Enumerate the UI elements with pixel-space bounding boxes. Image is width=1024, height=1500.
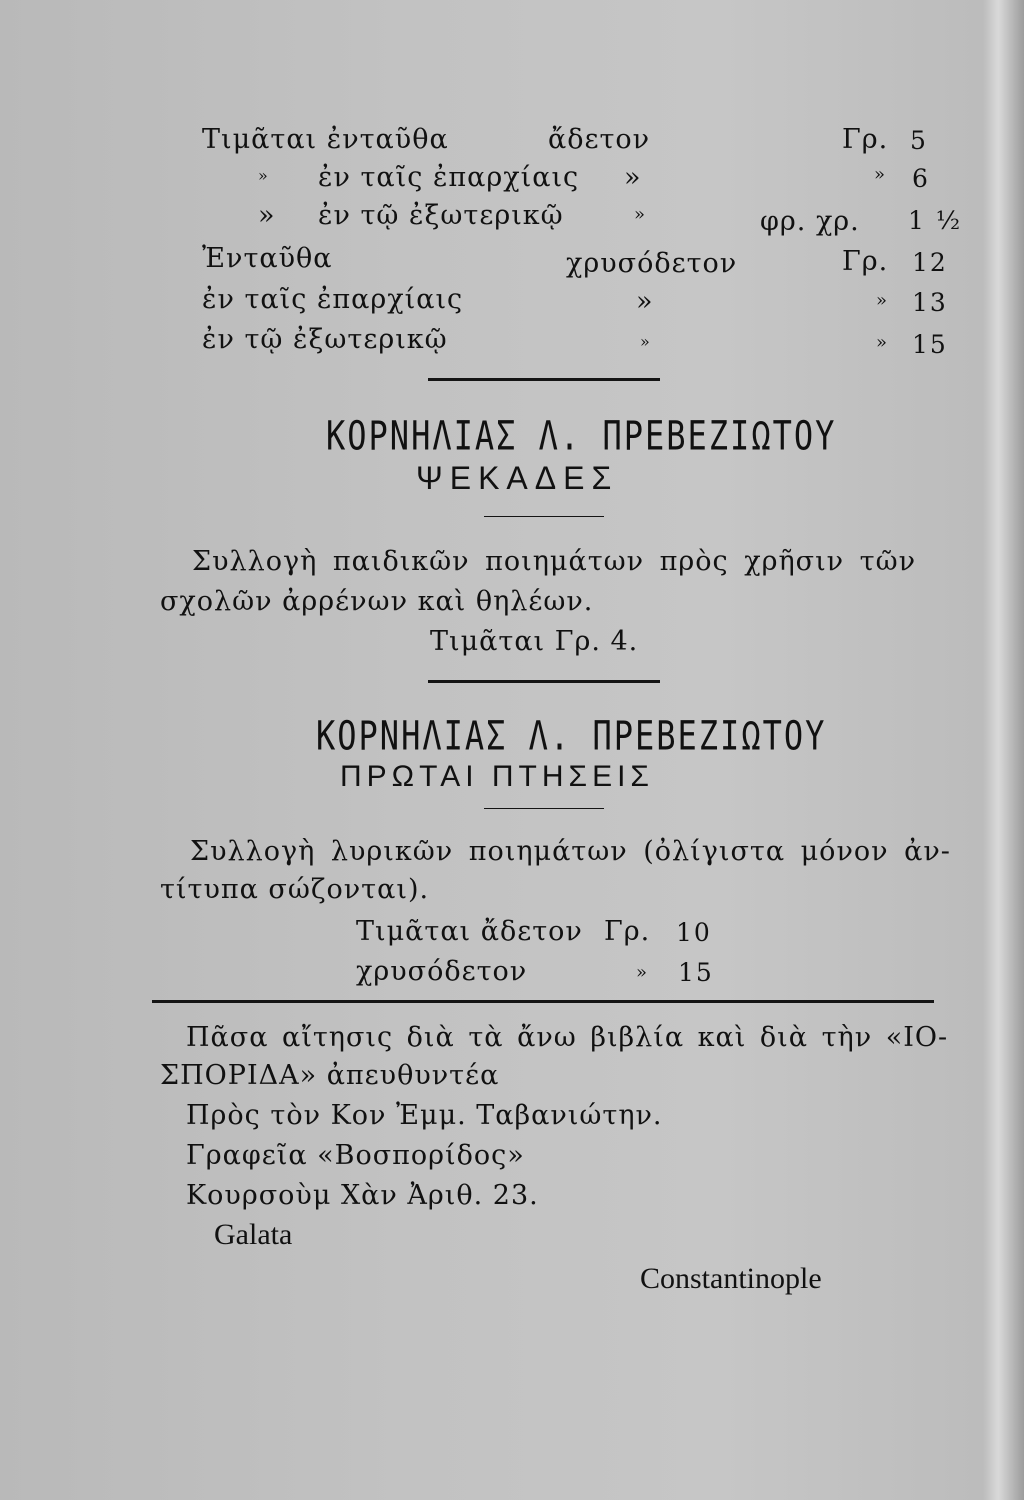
price-row-3-label: ἐν τῷ ἐξωτερικῷ	[318, 200, 564, 231]
footer-line-1: Πᾶσα αἴτησις διὰ τὰ ἄνω βιβλία καὶ διὰ τὴν «ΙΟ-	[186, 1022, 949, 1053]
book1-description-line1: Συλλογὴ παιδικῶν ποιημάτων πρὸς χρῆσιν τῶν	[192, 546, 917, 577]
price-row-5-amount: 13	[912, 288, 948, 317]
price-row-2-binding: »	[624, 162, 642, 193]
price-row-1-amount: 5	[910, 126, 928, 155]
price-row-3-ditto: »	[258, 200, 276, 231]
footer-rule	[152, 1000, 934, 1003]
footer-line-4: Γραφεῖα «Βοσπορίδος»	[186, 1140, 525, 1171]
price-row-6-amount: 15	[912, 330, 948, 359]
book2-description-line2: τίτυπα σώζονται).	[160, 874, 430, 905]
footer-line-5: Κουρσοὺμ Χὰν Ἀριθ. 23.	[186, 1180, 539, 1211]
footer-line-3: Πρὸς τὸν Κον Ἐμμ. Ταβανιώτην.	[186, 1100, 663, 1131]
book2-price-unbound-amount: 10	[676, 918, 712, 947]
price-row-4-label: Ἐνταῦθα	[202, 243, 333, 274]
section-divider	[428, 680, 660, 683]
book1-title: ΨΕΚΑΔΕΣ	[416, 460, 619, 496]
price-row-1-label: Τιμᾶται ἐνταῦθα	[202, 124, 449, 155]
book2-price-unbound-label: Τιμᾶται ἄδετον	[356, 916, 583, 947]
price-row-3-amount: 1 ½	[908, 206, 963, 235]
book1-price: Τιμᾶται Γρ. 4.	[430, 626, 639, 657]
price-row-2-amount: 6	[912, 164, 930, 193]
footer-galata: Galata	[214, 1218, 293, 1251]
price-row-6-label: ἐν τῷ ἐξωτερικῷ	[202, 324, 448, 355]
price-row-3-currency: φρ. χρ.	[760, 206, 860, 237]
book2-description-line1: Συλλογὴ λυρικῶν ποιημάτων (ὀλίγιστα μόνον ἀν-	[190, 836, 951, 867]
price-row-2-currency: »	[874, 164, 887, 185]
book1-author: ΚΟΡΝΗΛΙΑΣ Λ. ΠΡΕΒΕΖΙΩΤΟΥ	[326, 412, 837, 460]
price-row-1-binding: ἄδετον	[548, 124, 651, 155]
price-row-2-label: ἐν ταῖς ἐπαρχίαις	[318, 162, 580, 193]
price-row-6-currency: »	[876, 332, 889, 353]
book2-divider	[484, 808, 604, 809]
price-row-1-currency: Γρ.	[842, 124, 889, 155]
section-divider	[428, 378, 660, 381]
book2-price-bound-currency: »	[636, 962, 649, 983]
footer-line-2: ΣΠΟΡΙΔΑ» ἀπευθυντέα	[160, 1060, 500, 1091]
price-row-4-binding: χρυσόδετον	[566, 248, 738, 279]
footer-constantinople: Constantinople	[640, 1262, 822, 1295]
book1-description-line2: σχολῶν ἀρρένων καὶ θηλέων.	[160, 586, 594, 617]
price-row-6-binding: »	[640, 332, 651, 351]
book2-title: ΠΡΩΤΑΙ ΠΤΗΣΕΙΣ	[340, 760, 654, 793]
price-row-5-label: ἐν ταῖς ἐπαρχίαις	[202, 284, 464, 315]
price-row-2-ditto: »	[258, 166, 269, 185]
book2-price-unbound-currency: Γρ.	[604, 916, 651, 947]
price-row-5-binding: »	[636, 286, 654, 317]
price-row-4-currency: Γρ.	[842, 246, 889, 277]
price-row-3-binding: »	[634, 204, 647, 225]
book1-divider	[484, 516, 604, 517]
book2-price-bound-amount: 15	[678, 958, 714, 987]
price-row-4-amount: 12	[912, 248, 948, 277]
price-row-5-currency: »	[876, 290, 889, 311]
book2-price-bound-label: χρυσόδετον	[356, 956, 528, 987]
book2-author: ΚΟΡΝΗΛΙΑΣ Λ. ΠΡΕΒΕΖΙΩΤΟΥ	[316, 712, 827, 760]
